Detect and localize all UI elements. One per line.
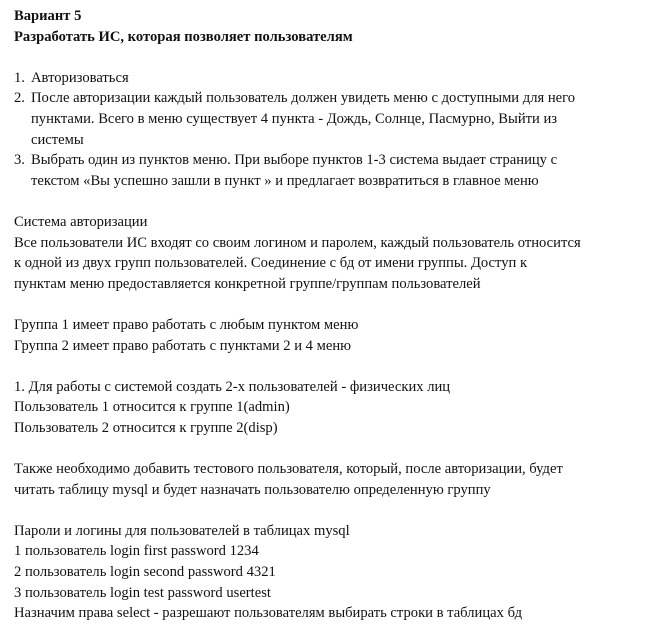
users-line: 1. Для работы с системой создать 2-х пользователей - физических лиц [14, 378, 451, 395]
users-line: Пользователь 1 относится к группе 1(admin) [14, 399, 290, 416]
spacer [14, 500, 659, 521]
spacer [14, 356, 659, 377]
list-text [31, 88, 659, 150]
test-user-line: читать таблицу mysql и будет назначать пользователю определенную группу [14, 481, 491, 498]
spacer [14, 438, 659, 459]
list-number: 3. [14, 152, 25, 169]
list-item [14, 150, 659, 191]
steps-list [14, 68, 659, 192]
auth-line: пунктам меню предоставляется конкретной группе/группам пользователей [14, 275, 481, 292]
list-text [31, 68, 659, 89]
password-line: 2 пользователь login second password 4321 [14, 564, 276, 581]
list-line: пунктами. Всего в меню существует 4 пункта - Дождь, Солнце, Пасмурно, Выйти из [31, 110, 558, 127]
auth-line: Все пользователи ИС входят со своим логином и паролем, каждый пользователь относится [14, 234, 581, 251]
list-number: 1. [14, 69, 25, 86]
list-line: После авторизации каждый пользователь должен увидеть меню с доступными для него [31, 90, 576, 107]
test-user-line: Также необходимо добавить тестового пользователя, который, после авторизации, будет [14, 461, 563, 478]
password-line: 1 пользователь login first password 1234 [14, 543, 259, 560]
spacer [14, 47, 659, 68]
list-item [14, 88, 659, 150]
users-line: Пользователь 2 относится к группе 2(disp) [14, 419, 278, 436]
group-line: Группа 1 имеет право работать с любым пунктом меню [14, 316, 359, 333]
spacer [14, 294, 659, 315]
list-line: текстом «Вы успешно зашли в пункт » и предлагает возвратиться в главное меню [31, 172, 539, 189]
task-title: Разработать ИС, которая позволяет пользователям [14, 28, 353, 45]
document [14, 6, 659, 624]
list-line: системы [31, 131, 84, 148]
spacer [14, 191, 659, 212]
list-line: Выбрать один из пунктов меню. При выборе пунктов 1-3 система выдает страницу с [31, 152, 558, 169]
auth-line: к одной из двух групп пользователей. Соединение с бд от имени группы. Доступ к [14, 255, 528, 272]
list-item [14, 68, 659, 89]
list-line: Авторизоваться [31, 69, 129, 86]
password-line: Назначим права select - разрешают пользователям выбирать строки в таблицах бд [14, 605, 523, 622]
password-line: Пароли и логины для пользователей в таблицах mysql [14, 522, 350, 539]
auth-title: Система авторизации [14, 213, 148, 230]
list-text [31, 150, 659, 191]
variant-title: Вариант 5 [14, 8, 82, 24]
group-line: Группа 2 имеет право работать с пунктами 2 и 4 меню [14, 337, 352, 354]
list-number: 2. [14, 90, 25, 107]
password-line: 3 пользователь login test password usertest [14, 584, 271, 601]
